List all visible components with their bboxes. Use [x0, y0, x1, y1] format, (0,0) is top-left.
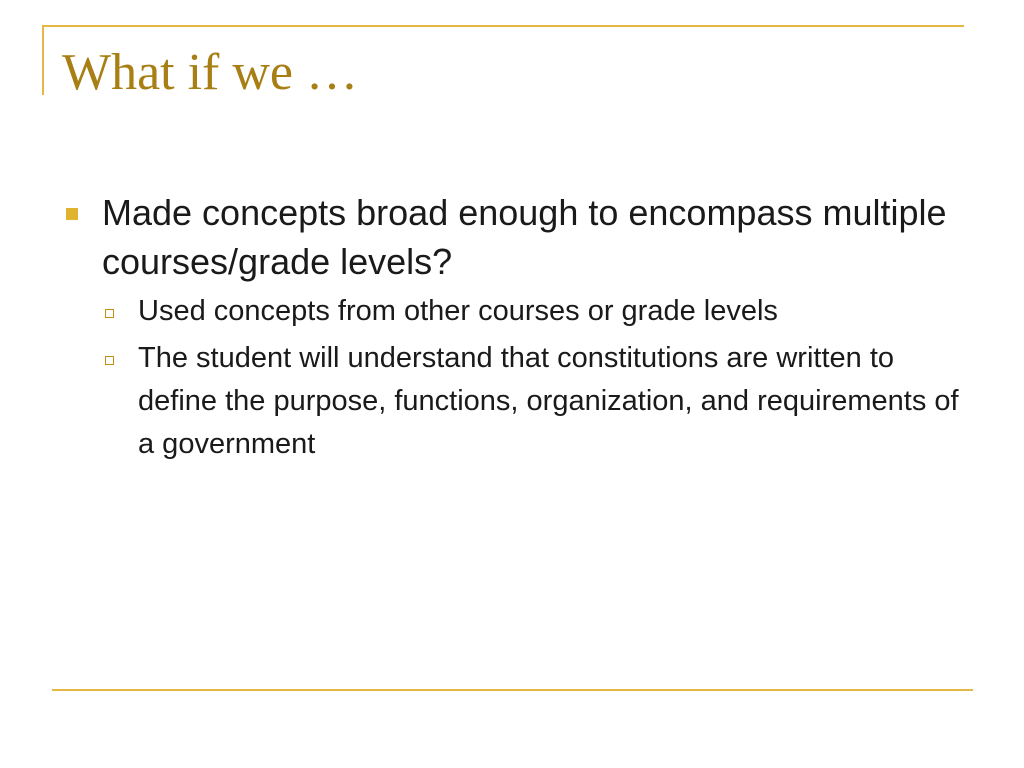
filled-square-bullet-icon: [66, 208, 78, 220]
sub-bullet-item: [102, 337, 966, 466]
hollow-square-bullet-icon: [105, 356, 114, 365]
sub-bullet-text: The student will understand that constitutions are written to define the purpose, functions, organization, and requirements of a government: [138, 342, 959, 460]
title-frame-left-rule: [42, 25, 44, 95]
sub-bullet-item: [102, 290, 966, 333]
sub-bullet-text: Used concepts from other courses or grade levels: [138, 295, 778, 327]
slide-content: [66, 188, 966, 470]
footer-rule: [52, 689, 973, 691]
bullet-text: Made concepts broad enough to encompass multiple courses/grade levels?: [102, 192, 947, 282]
sub-bullet-list: [66, 290, 966, 466]
slide-title: What if we …: [62, 44, 359, 101]
title-frame-top-rule: [42, 25, 964, 27]
bullet-item: [66, 188, 966, 286]
hollow-square-bullet-icon: [105, 309, 114, 318]
